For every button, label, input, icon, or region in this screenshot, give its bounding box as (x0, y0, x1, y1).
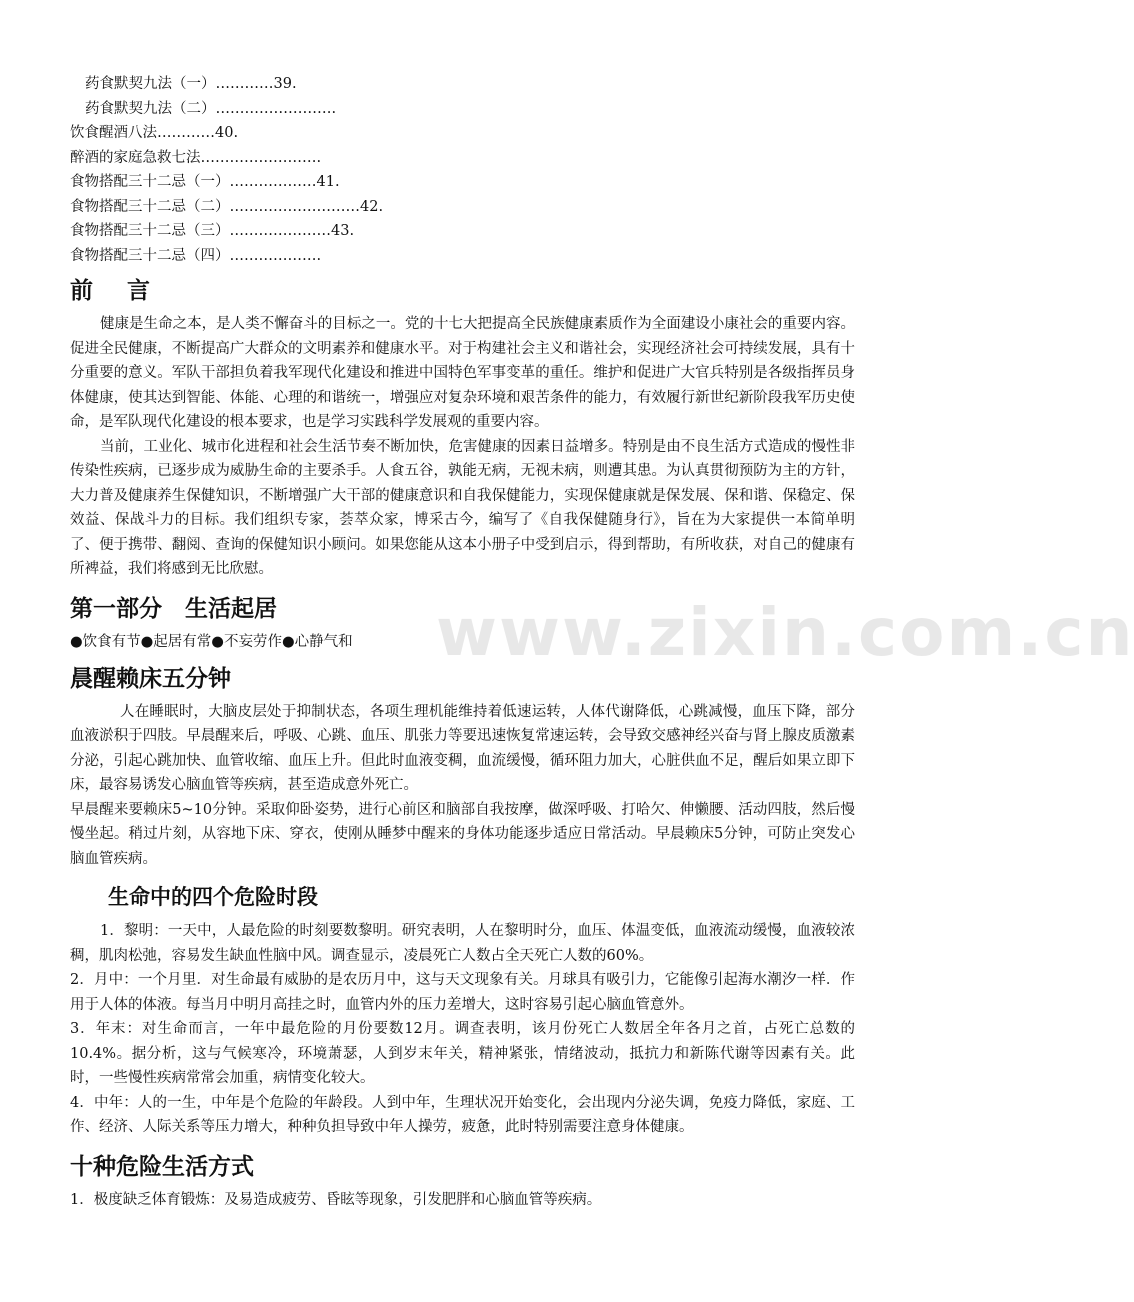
preface-heading-part: 前 (70, 278, 93, 304)
principle-bullets: ●饮食有节●起居有常●不妄劳作●心静气和 (70, 633, 353, 650)
list-item: 1．极度缺乏体育锻炼：及易造成疲劳、昏眩等现象，引发肥胖和心脑血管等疾病。 (70, 1191, 602, 1208)
toc-entry: 食物搭配三十二忌（二）………………………42. (70, 198, 384, 215)
toc-entry: 醉酒的家庭急救七法……………………. (70, 149, 322, 166)
document-page (70, 72, 855, 1212)
preface-heading (70, 276, 855, 306)
list-item: 2．月中：一个月里．对生命最有威胁的是农历月中，这与天文现象有关。月球具有吸引力，它能像引起海水潮汐一样．作用于人体的体液。每当月中明月高挂之时，血管内外的压力差增大，这时容易引起心脑血管意外。 (70, 972, 855, 1013)
toc-entry: 饮食醒酒八法…………40. (70, 125, 239, 141)
toc-entry: 食物搭配三十二忌（三）…………………43. (70, 223, 355, 239)
toc-entry: 食物搭配三十二忌（一）………………41. (70, 174, 340, 190)
section-heading: 晨醒赖床五分钟 (70, 665, 231, 692)
section-heading: 十种危险生活方式 (70, 1153, 254, 1180)
site-watermark: www.zixin.com.cn (436, 594, 1134, 671)
list-item: 3．年末：对生命而言，一年中最危险的月份要数12月。调查表明，该月份死亡人数居全年各月之首，占死亡总数的10.4%。据分析，这与气候寒冷，环境萧瑟，人到岁末年关，精神紧张，情绪波动，抵抗力和新陈代谢等因素有关。此时，一些慢性疾病常常会加重，病情变化较大。 (70, 1021, 855, 1086)
preface-paragraph: 健康是生命之本，是人类不懈奋斗的目标之一。党的十七大把提高全民族健康素质作为全面建设小康社会的重要内容。促进全民健康，不断提高广大群众的文明素养和健康水平。对于构建社会主义和谐社会，实现经济社会可持续发展，具有十分重要的意义。军队干部担负着我军现代化建设和推进中国特色军事变革的重任。维护和促进广大官兵特别是各级指挥员身体健康，使其达到智能、体能、心理的和谐统一，增强应对复杂环境和艰苦条件的能力，有效履行新世纪新阶段我军历史使命，是军队现代化建设的根本要求，也是学习实践科学发展观的重要内容。 (70, 316, 855, 430)
preface-heading-part: 言 (127, 278, 150, 304)
toc-entry: 药食默契九法（一）…………39. (85, 76, 297, 92)
preface-paragraph: 当前，工业化、城市化进程和社会生活节奏不断加快，危害健康的因素日益增多。特别是由不良生活方式造成的慢性非传染性疾病，已逐步成为威胁生命的主要杀手。人食五谷，孰能无病，无视未病，则遭其患。为认真贯彻预防为主的方针，大力普及健康养生保健知识，不断增强广大干部的健康意识和自我保健能力，实现保健康就是保发展、保和谐、保稳定、保效益、保战斗力的目标。我们组织专家，荟萃众家，博采古今，编写了《自我保健随身行》，旨在为大家提供一本简单明了、便于携带、翻阅、查询的保健知识小顾问。如果您能从这本小册子中受到启示，得到帮助，有所收获，对自己的健康有所裨益，我们将感到无比欣慰。 (70, 438, 855, 577)
section-paragraph: 人在睡眠时，大脑皮层处于抑制状态，各项生理机能维持着低速运转，人体代谢降低，心跳减慢，血压下降，部分血液淤积于四肢。早晨醒来后，呼吸、心跳、血压、肌张力等要迅速恢复常速运转，会导致交感神经兴奋与肾上腺皮质激素分泌，引起心跳加快、血管收缩、血压上升。但此时血液变稠，血流缓慢，循环阻力加大，心脏供血不足，醒后如果立即下床，最容易诱发心脑血管等疾病，甚至造成意外死亡。 (70, 703, 855, 793)
toc-entry: 食物搭配三十二忌（四）………………. (70, 247, 322, 264)
section-paragraph: 早晨醒来要赖床5~10分钟。采取仰卧姿势，进行心前区和脑部自我按摩，做深呼吸、打哈欠、伸懒腰、活动四肢，然后慢慢坐起。稍过片刻，从容地下床、穿衣，使刚从睡梦中醒来的身体功能逐步适应日常活动。早晨赖床5分钟，可防止突发心脑血管疾病。 (70, 801, 855, 867)
list-item: 4．中年：人的一生，中年是个危险的年龄段。人到中年，生理状况开始变化，会出现内分泌失调，免疫力降低，家庭、工作、经济、人际关系等压力增大，种种负担导致中年人操劳，疲惫，此时特别需要注意身体健康。 (70, 1094, 855, 1135)
section-heading: 生命中的四个危险时段 (108, 885, 318, 909)
part-heading: 第一部分 生活起居 (70, 595, 277, 622)
toc-entry: 药食默契九法（二）……………………. (85, 100, 337, 117)
list-item: 1．黎明：一天中，人最危险的时刻要数黎明。研究表明，人在黎明时分，血压、体温变低，血液流动缓慢，血液较浓稠，肌肉松弛，容易发生缺血性脑中风。调查显示，凌晨死亡人数占全天死亡人数的60%。 (70, 923, 855, 964)
